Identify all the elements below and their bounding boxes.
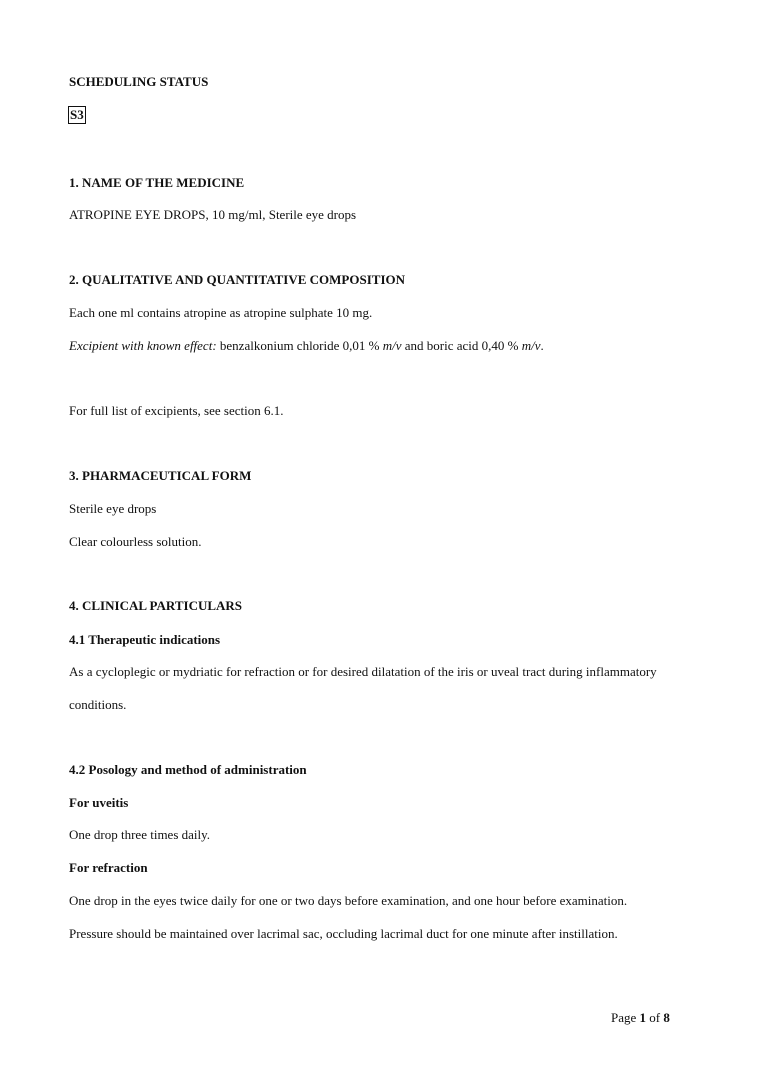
subsection-4-2-heading: 4.2 Posology and method of administration [69,762,307,777]
form-line-2: Clear colourless solution. [69,534,202,549]
excipient-line [69,338,544,354]
excipients-reference: For full list of excipients, see section 6.1. [69,403,284,418]
excipient-text-2: and boric acid 0,40 % [401,338,522,353]
indications-line-2: conditions. [69,697,127,712]
page-of-label: of [646,1010,664,1025]
page-label: Page [611,1010,640,1025]
section-3-heading: 3. PHARMACEUTICAL FORM [69,468,252,483]
unit-mv-2: m/v [521,338,541,353]
indications-line-1: As a cycloplegic or mydriatic for refraction or for desired dilatation of the iris or uveal tract during inflammatory [69,664,657,679]
schedule-badge: S3 [70,107,84,122]
page-total: 8 [663,1010,670,1025]
uveitis-dose: One drop three times daily. [69,827,211,842]
scheduling-status-label: SCHEDULING STATUS [69,74,209,89]
section-2-heading: 2. QUALITATIVE AND QUANTITATIVE COMPOSITION [69,272,406,287]
excipient-text-1: benzalkonium chloride 0,01 % [216,338,383,353]
refraction-dose-line-2: Pressure should be maintained over lacrimal sac, occluding lacrimal duct for one minute after instillation. [69,926,618,941]
page-number [611,1010,670,1026]
unit-mv-1: m/v [382,338,402,353]
excipient-end: . [540,338,544,353]
refraction-heading: For refraction [69,860,148,875]
medicine-name: ATROPINE EYE DROPS, 10 mg/ml, Sterile eye drops [69,207,357,222]
composition-line: Each one ml contains atropine as atropine sulphate 10 mg. [69,305,373,320]
section-4-heading: 4. CLINICAL PARTICULARS [69,598,243,613]
refraction-dose-line-1: One drop in the eyes twice daily for one or two days before examination, and one hour before examination. [69,893,628,908]
uveitis-heading: For uveitis [69,795,129,810]
form-line-1: Sterile eye drops [69,501,157,516]
page-current: 1 [639,1010,647,1025]
subsection-4-1-heading: 4.1 Therapeutic indications [69,632,221,647]
section-1-heading: 1. NAME OF THE MEDICINE [69,175,245,190]
excipient-label: Excipient with known effect: [69,338,217,353]
